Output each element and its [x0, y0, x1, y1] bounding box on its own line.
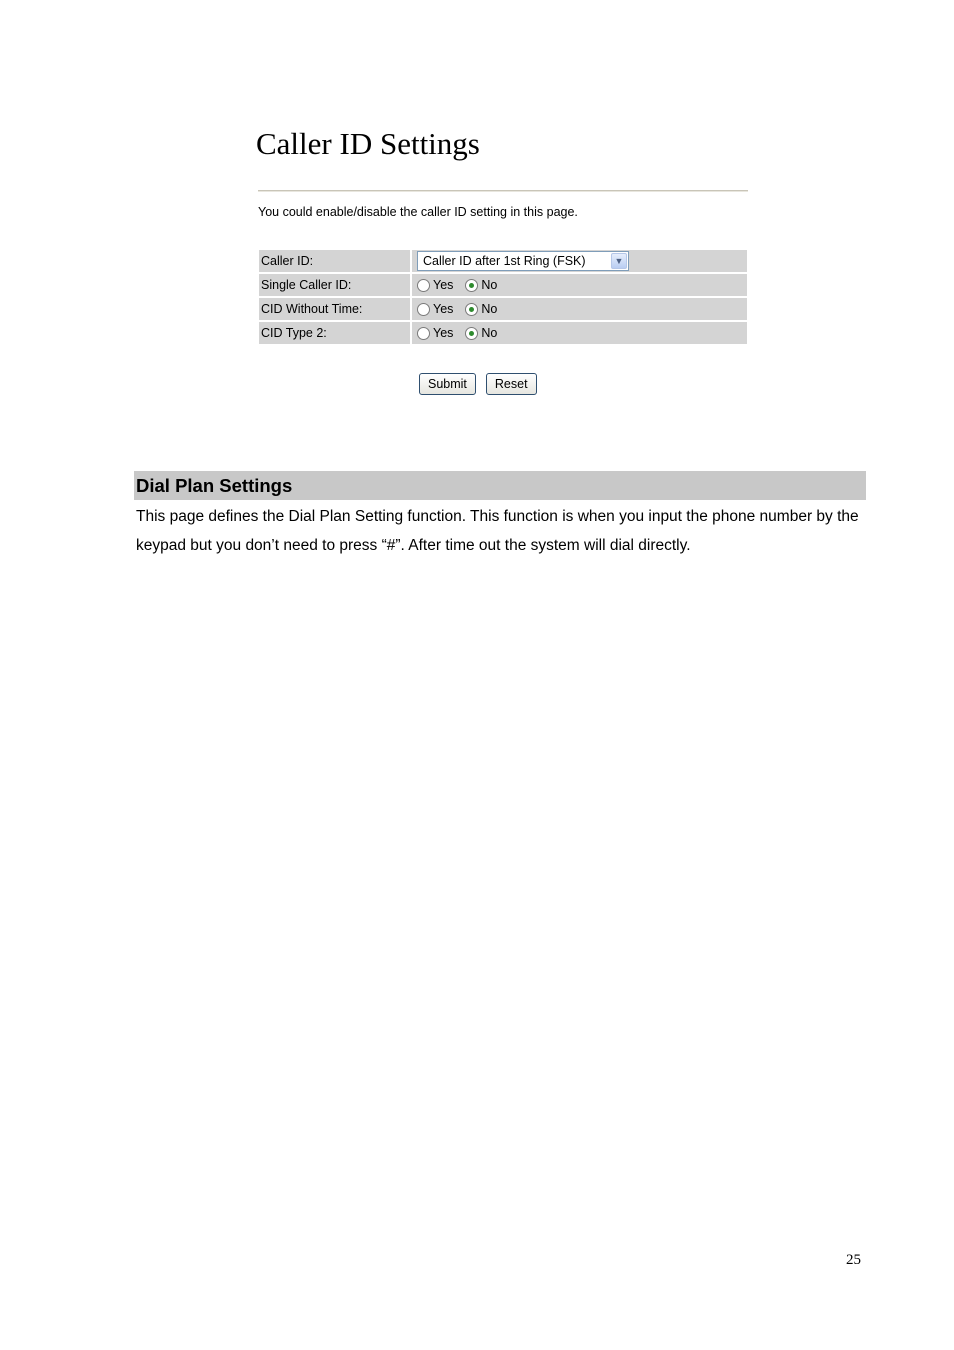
single-caller-id-label: Single Caller ID:: [259, 274, 410, 296]
reset-button[interactable]: Reset: [486, 373, 537, 395]
form-row-cid-without-time: [259, 298, 747, 320]
form-row-cid-type-2: [259, 322, 747, 344]
section-title: Dial Plan Settings: [136, 475, 293, 496]
page-number: 25: [846, 1252, 861, 1268]
caller-id-select[interactable]: [417, 251, 629, 271]
caller-id-select-value: Caller ID after 1st Ring (FSK): [423, 254, 586, 268]
cid-without-time-no-radio[interactable]: [465, 302, 497, 316]
cid-without-time-options: [412, 298, 747, 320]
radio-checked-icon[interactable]: [465, 303, 478, 316]
radio-no-label: No: [481, 326, 498, 340]
radio-yes-label: Yes: [433, 302, 454, 316]
cid-without-time-label: CID Without Time:: [259, 298, 410, 320]
single-caller-id-no-radio[interactable]: [465, 278, 497, 292]
section-body-text: This page defines the Dial Plan Setting function. This function is when you input the phone number by the keypad but you don’t need to press “#”. After time out the system will dial directly.: [136, 508, 859, 554]
screenshot-description: You could enable/disable the caller ID setting in this page.: [258, 205, 578, 219]
caller-id-value-cell: [412, 250, 747, 272]
cid-type-2-label: CID Type 2:: [259, 322, 410, 344]
radio-unchecked-icon[interactable]: [417, 327, 430, 340]
radio-checked-icon[interactable]: [465, 327, 478, 340]
radio-unchecked-icon[interactable]: [417, 303, 430, 316]
radio-no-label: No: [481, 302, 498, 316]
form-buttons: [419, 373, 537, 395]
cid-type-2-options: [412, 322, 747, 344]
section-header-bar: [134, 471, 866, 500]
screenshot-title: Caller ID Settings: [256, 126, 480, 161]
radio-yes-label: Yes: [433, 326, 454, 340]
single-caller-id-options: [412, 274, 747, 296]
submit-button[interactable]: Submit: [419, 373, 476, 395]
chevron-down-icon[interactable]: ▼: [611, 253, 627, 269]
cid-type-2-no-radio[interactable]: [465, 326, 497, 340]
cid-type-2-yes-radio[interactable]: [417, 326, 453, 340]
single-caller-id-yes-radio[interactable]: [417, 278, 453, 292]
form-row-single-caller-id: [259, 274, 747, 296]
form-row-caller-id: [259, 250, 747, 272]
cid-without-time-yes-radio[interactable]: [417, 302, 453, 316]
caller-id-form: [259, 250, 747, 346]
radio-yes-label: Yes: [433, 278, 454, 292]
title-divider: [258, 190, 748, 192]
radio-no-label: No: [481, 278, 498, 292]
radio-checked-icon[interactable]: [465, 279, 478, 292]
radio-unchecked-icon[interactable]: [417, 279, 430, 292]
caller-id-label: Caller ID:: [259, 250, 410, 272]
